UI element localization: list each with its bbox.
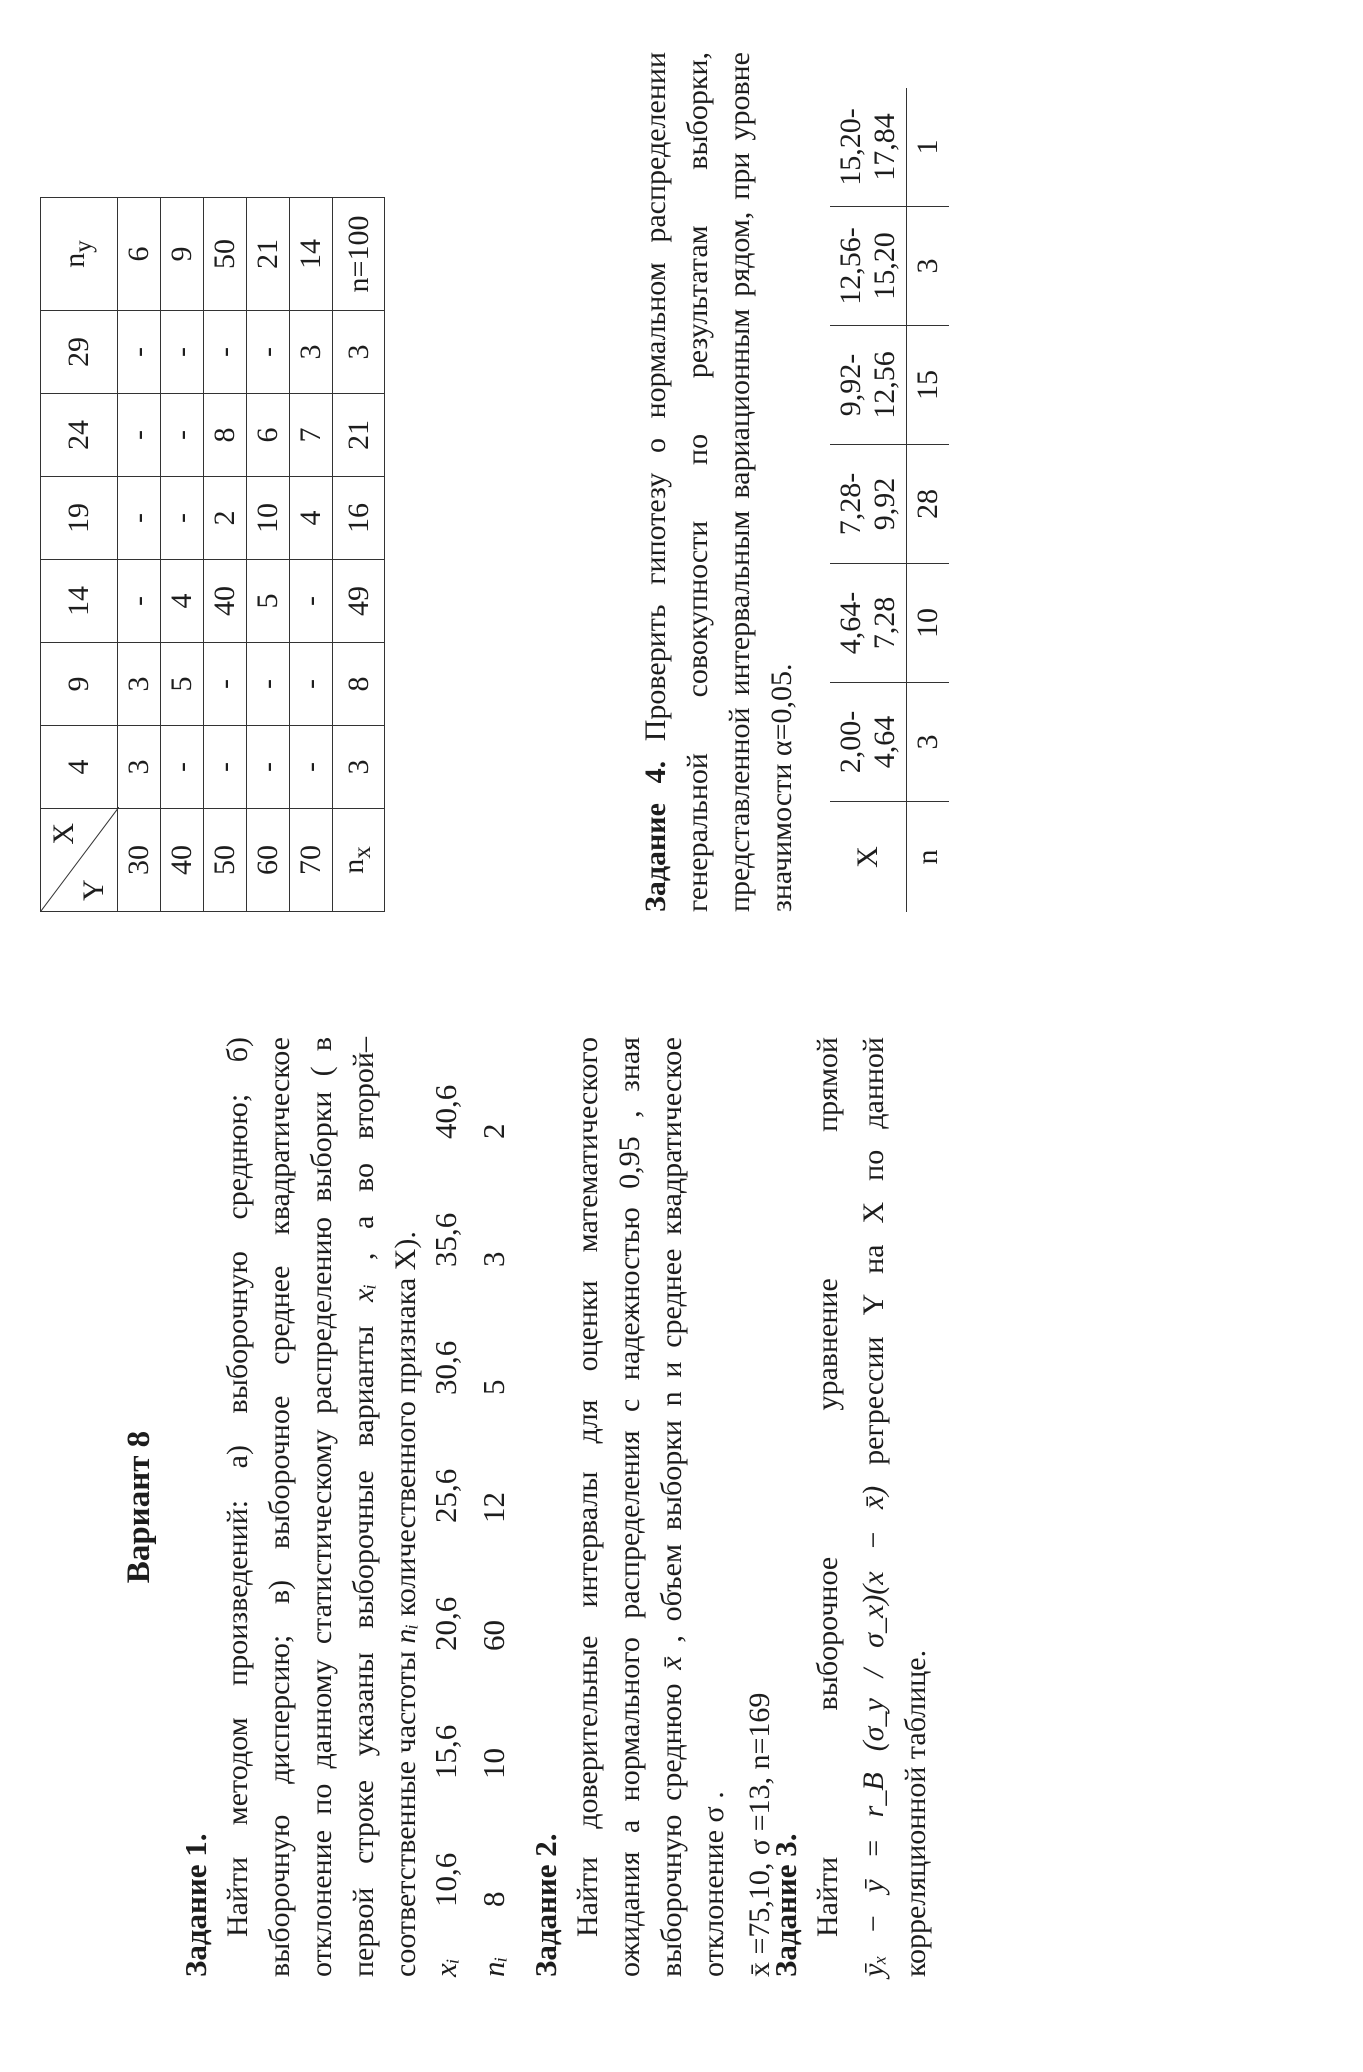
nx-row: $n_x$ 3 8 49 16 21 3 n=100: [333, 198, 385, 912]
task1-block: [175, 1037, 427, 1977]
task1-distribution: [425, 1011, 515, 1977]
corr-header-row: [41, 198, 118, 912]
ni-symbol: nᵢ: [389, 1623, 422, 1644]
task3-block: [765, 1037, 937, 1977]
x-header-cell: 29: [41, 311, 118, 394]
task3-text-a: Найти выборочное уравнение прямой: [811, 1037, 844, 1937]
task1-title: Задание 1.: [178, 1833, 213, 1977]
interval-table: [830, 88, 949, 912]
task2-title: Задание 2.: [528, 1833, 563, 1977]
task2-given: x̄ =75,10, σ =13, n=169: [743, 1692, 776, 1977]
xbar-symbol: x̄: [655, 1656, 688, 1670]
task4-block: [635, 52, 803, 912]
interval-row: X 2,00- 4,64 4,64- 7,28 7,28- 9,92 9,92- 12,56 12,56- 15,20 15,20- 17,84: [830, 88, 907, 912]
task1-text: Найти методом произведений: а) выборочную среднюю; б) выборочную дисперсию; в) выборочное среднее квадратическое отклонение по данному статистическому распределению выборки ( в первой строке указаны выборочные варианты xᵢ , а во второй– соответственные частоты nᵢ количественного признака X).: [221, 1037, 422, 1977]
task4-title: Задание 4.: [639, 760, 672, 912]
table-row: 40 - 5 4 - - - 9: [161, 198, 204, 912]
corr-corner-cell: X Y: [41, 809, 118, 912]
variant-title: Вариант 8: [121, 1430, 157, 1584]
ni-row: nᵢ 8 10 60 12 5 3 2: [476, 1123, 511, 1977]
x-header-cell: 14: [41, 560, 118, 643]
ny-header-cell: $n_y$: [41, 198, 118, 311]
task2-text: Найти доверительные интервалы для оценки математического ожидания а нормального распределения с надежностью 0,95 , зная выборочную среднюю x̄ , объем выборки n и среднее квадратическое отклонение σ .: [571, 1037, 730, 1977]
task4-text: Задание 4. Проверить гипотезу о нормальном распределении генеральной совокупности по результатам выборки, представленной интервальным вариационным рядом, при уровне значимости α=0,05.: [639, 52, 798, 912]
task3-title: Задание 3.: [768, 1833, 803, 1977]
xi-row: xᵢ 10,6 15,6 20,6 25,6 30,6 35,6 40,6: [428, 1084, 463, 1977]
x-header-cell: 9: [41, 643, 118, 726]
x-header-cell: 24: [41, 394, 118, 477]
correlation-table: [40, 197, 385, 912]
task2-block: [525, 1037, 781, 1977]
x-header-cell: 19: [41, 477, 118, 560]
table-row: 70 - - - 4 7 3 14: [290, 198, 333, 912]
task3-formula-line: ȳₓ − ȳ = r_B (σ_y / σ_x)(x − x̄) регрессии Y на X по данной корреляционной таблице.: [857, 1037, 932, 1977]
x-header-cell: 4: [41, 726, 118, 809]
xi-symbol: xᵢ: [347, 1283, 380, 1302]
regression-formula: ȳₓ − ȳ = r_B (σ_y / σ_x)(x − x̄): [857, 1485, 890, 1977]
table-row: 30 3 3 - - - - 6: [118, 198, 161, 912]
frequency-row: n 3 10 28 15 3 1: [907, 88, 950, 912]
table-row: 60 - - 5 10 6 - 21: [247, 198, 290, 912]
table-row: 50 - - 40 2 8 - 50: [204, 198, 247, 912]
n-total-cell: n=100: [333, 198, 385, 311]
